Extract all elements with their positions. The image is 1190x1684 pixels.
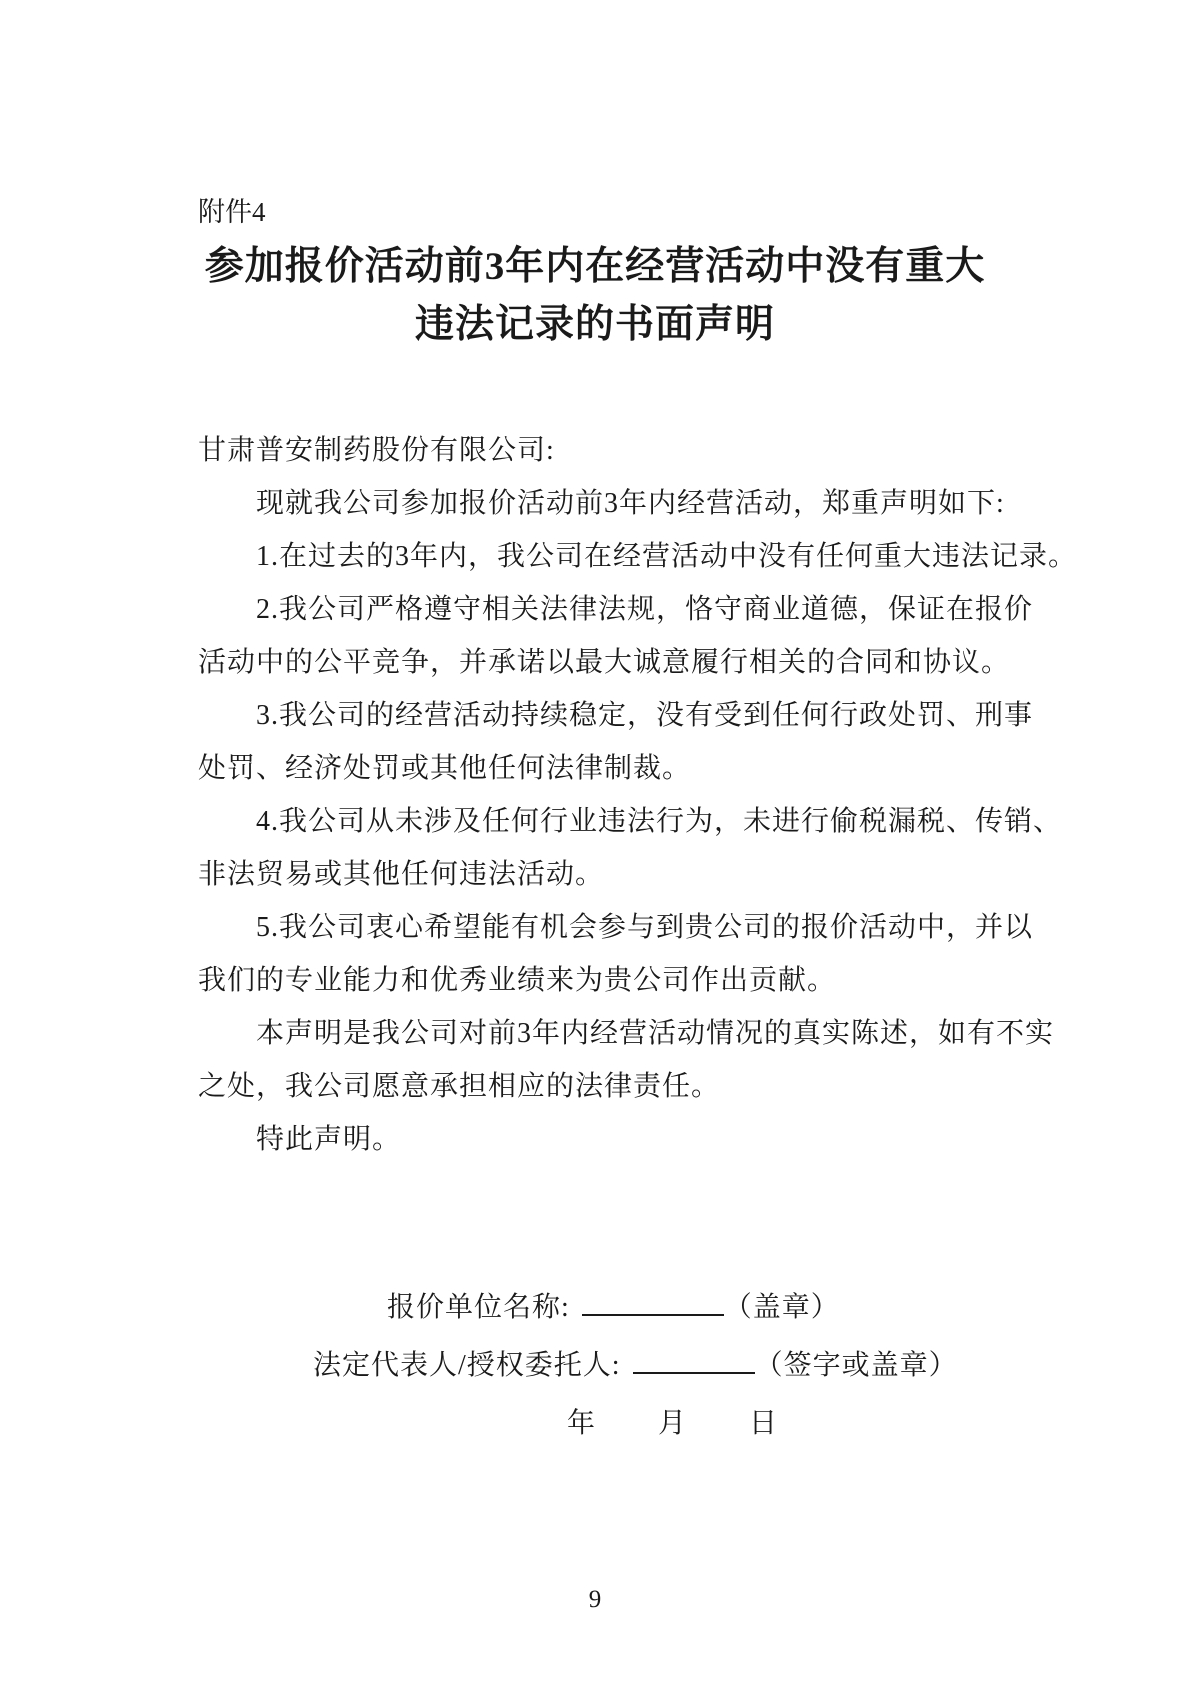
document-title <box>0 238 1190 354</box>
body-line: 1.在过去的3年内，我公司在经营活动中没有任何重大违法记录。 <box>256 541 1078 572</box>
date-line <box>567 1395 1190 1453</box>
day-label: 日 <box>749 1408 779 1439</box>
body-line: 3.我公司的经营活动持续稳定，没有受到任何行政处罚、刑事 <box>256 700 1034 731</box>
body-line: 2.我公司严格遵守相关法律法规，恪守商业道德，保证在报价 <box>256 594 1034 625</box>
attachment-label: 附件4 <box>198 197 266 227</box>
body-line: 我们的专业能力和优秀业绩来为贵公司作出贡献。 <box>198 965 837 996</box>
month-label: 月 <box>658 1408 688 1439</box>
body-line: 本声明是我公司对前3年内经营活动情况的真实陈述，如有不实 <box>256 1018 1055 1049</box>
year-label: 年 <box>567 1408 597 1439</box>
company-stamp-note: （盖章） <box>723 1292 840 1323</box>
representative-label: 法定代表人/授权委托人: <box>313 1350 621 1381</box>
body-line: 特此声明。 <box>256 1124 402 1155</box>
representative-blank <box>633 1338 755 1374</box>
signature-block <box>0 1279 1190 1453</box>
document-body <box>198 424 1078 1166</box>
body-line: 处罚、经济处罚或其他任何法律制裁。 <box>198 753 692 784</box>
body-line: 5.我公司衷心希望能有机会参与到贵公司的报价活动中，并以 <box>256 912 1034 943</box>
company-name-blank <box>582 1280 724 1316</box>
company-name-label: 报价单位名称: <box>387 1292 570 1323</box>
document-title-line2: 违法记录的书面声明 <box>414 303 775 346</box>
document-title-line1: 参加报价活动前3年内在经营活动中没有重大 <box>204 245 986 288</box>
body-line: 现就我公司参加报价活动前3年内经营活动，郑重声明如下: <box>256 488 1005 519</box>
page-number: 9 <box>588 1586 602 1613</box>
body-line: 之处，我公司愿意承担相应的法律责任。 <box>198 1071 721 1102</box>
representative-stamp-note: （签字或盖章） <box>754 1350 958 1381</box>
body-line: 4.我公司从未涉及任何行业违法行为，未进行偷税漏税、传销、 <box>256 806 1063 837</box>
body-line: 非法贸易或其他任何违法活动。 <box>198 859 605 890</box>
company-signature-line <box>387 1279 1190 1337</box>
body-line: 活动中的公平竞争，并承诺以最大诚意履行相关的合同和协议。 <box>198 647 1011 678</box>
salutation: 甘肃普安制药股份有限公司: <box>198 435 555 466</box>
representative-signature-line <box>313 1337 1190 1395</box>
